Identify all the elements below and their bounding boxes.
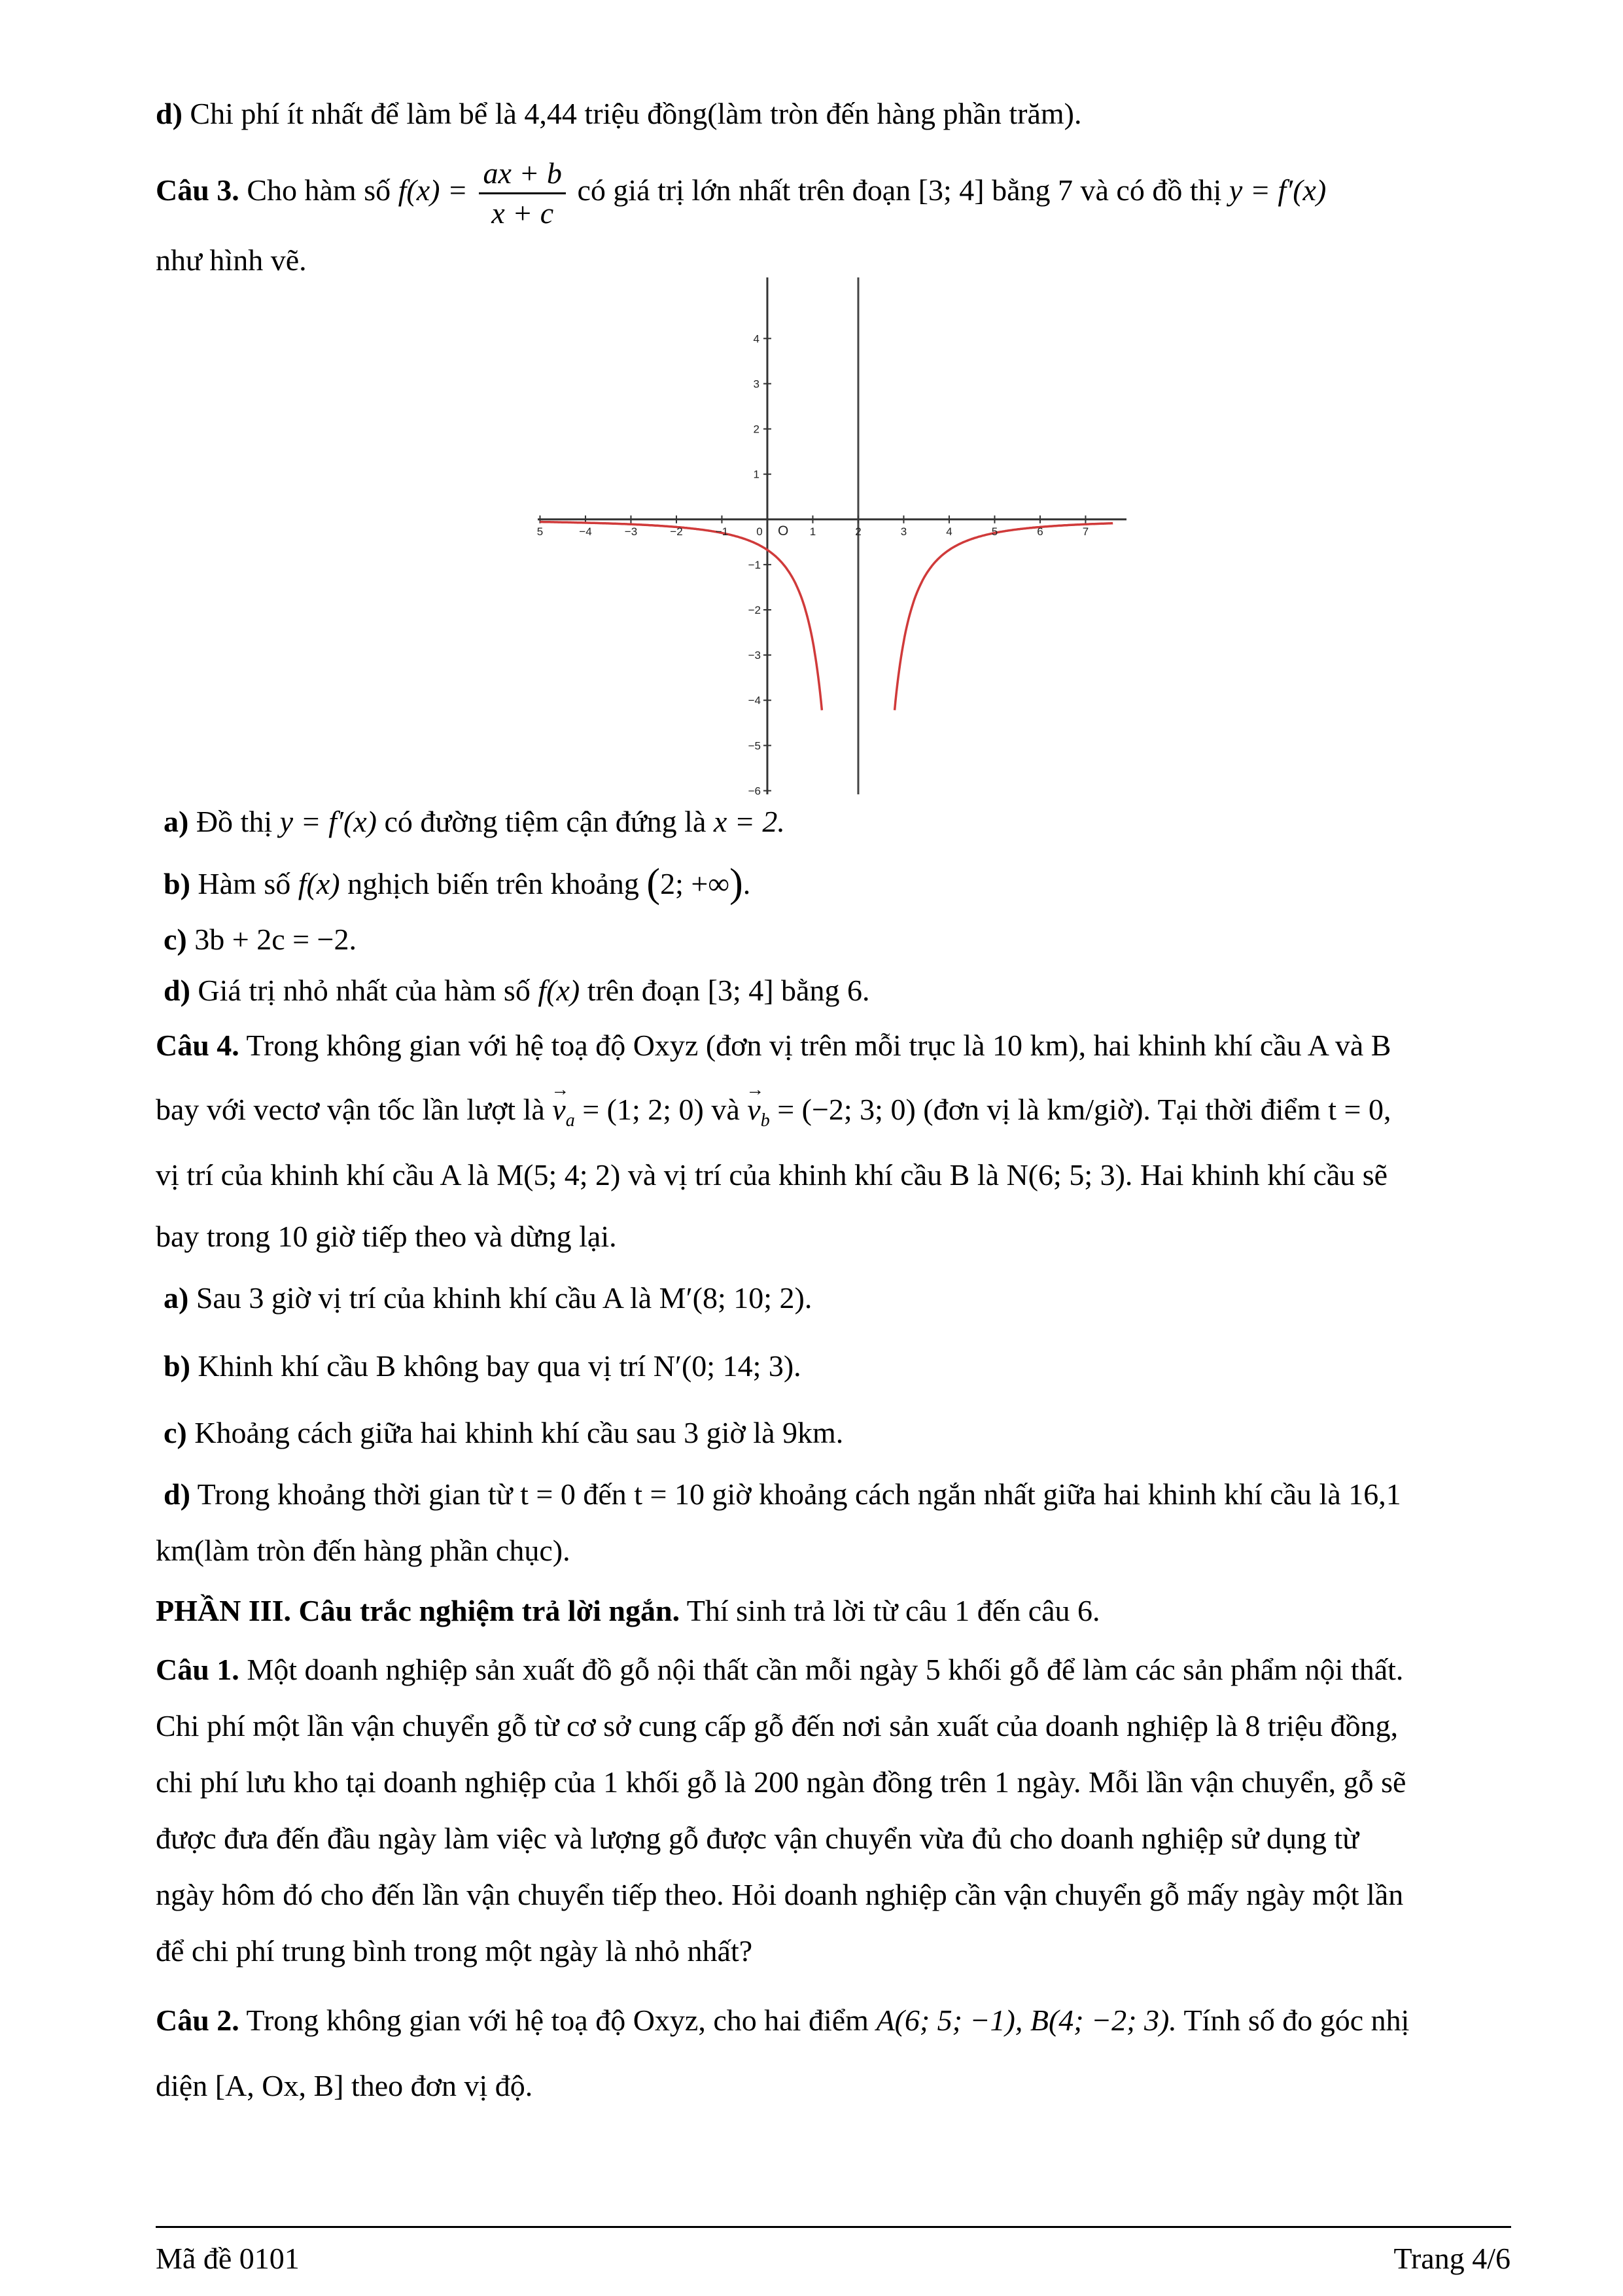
y-tick-label: −1 (748, 558, 761, 571)
q4b-label: b) (164, 1349, 190, 1383)
q3d-label: d) (164, 974, 190, 1007)
part3-text: Thí sinh trả lời từ câu 1 đến câu 6. (686, 1594, 1100, 1627)
q3a-derivative: y = f′(x) (279, 805, 377, 838)
vector-va (552, 1091, 574, 1139)
q4-line-4: bay trong 10 giờ tiếp theo và dừng lại. (156, 1220, 617, 1253)
s1-label: Câu 1. (156, 1653, 239, 1686)
s1-line-2: Chi phí một lần vận chuyển gỗ từ cơ sở cung cấp gỗ đến nơi sản xuất của doanh nghiệp là 8 triệu đồng, (156, 1709, 1399, 1742)
y-tick-label: 4 (753, 332, 759, 345)
x-tick-label: 5 (536, 525, 544, 538)
x-tick-label: 4 (946, 525, 952, 538)
q3a-equation: x = 2. (713, 805, 785, 838)
s2-line-2: diện [A, Ox, B] theo đơn vị độ. (156, 2069, 533, 2102)
q3d-text-2: trên đoạn [3; 4] bằng 6. (587, 974, 870, 1007)
q3a-line (164, 804, 785, 840)
q3a-text-1: Đồ thị (196, 805, 273, 838)
q4d-line (164, 1476, 1401, 1513)
q3-line (156, 154, 1326, 232)
derivative-eq: y = f′(x) (1229, 173, 1327, 207)
q4d-cont: km(làm tròn đến hàng phần chục). (156, 1534, 570, 1567)
s2-text-1b: Tính số đo góc nhị (1183, 2004, 1410, 2037)
q3d-text-1: Giá trị nhỏ nhất của hàm số (198, 974, 531, 1007)
vector-va-symbol: v (552, 1093, 566, 1126)
q3c-text: 3b + 2c = −2. (194, 923, 357, 956)
q4a-label: a) (164, 1281, 189, 1315)
s1-line-6: để chi phí trung bình trong một ngày là nhỏ nhất? (156, 1934, 753, 1968)
q4c-label: c) (164, 1416, 187, 1449)
x-tick-label: −3 (624, 525, 638, 538)
q3c-label: c) (164, 923, 187, 956)
s2-points: A(6; 5; −1), B(4; −2; 3). (876, 2004, 1177, 2037)
q3a-text-2: có đường tiệm cận đứng là (384, 805, 707, 838)
q3-label: Câu 3. (156, 173, 239, 207)
q4b-text: Khinh khí cầu B không bay qua vị trí N′(0; 14; 3). (198, 1349, 801, 1383)
y-tick-label: −2 (748, 604, 761, 617)
x-tick-label: −2 (670, 525, 683, 538)
s1-line-3: chi phí lưu kho tại doanh nghiệp của 1 khối gỗ là 200 ngàn đồng trên 1 ngày. Mỗi lần vận chuyển, gỗ sẽ (156, 1765, 1406, 1799)
q4-line-2 (156, 1091, 1391, 1139)
q4-line-3: vị trí của khinh khí cầu A là M(5; 4; 2) và vị trí của khinh khí cầu B là N(6; 5; 3). Hai khinh khí cầu sẽ (156, 1158, 1388, 1192)
s1-line-4: được đưa đến đầu ngày làm việc và lượng gỗ được vận chuyển vừa đủ cho doanh nghiệp sử dụng từ (156, 1822, 1359, 1855)
s2-line-1 (156, 2002, 1409, 2039)
q2d-line (156, 96, 1081, 132)
q3b-label: b) (164, 867, 190, 900)
footer-rule (156, 2226, 1511, 2228)
q3-text-2: có giá trị lớn nhất trên đoạn [3; 4] bằng 7 và có đồ thị (577, 173, 1222, 207)
x-tick-label: 7 (1082, 525, 1089, 538)
q3b-interval: 2; +∞ (660, 867, 730, 900)
fraction (479, 154, 565, 232)
s2-label: Câu 2. (156, 2004, 239, 2037)
q4-text-2b: và (711, 1093, 740, 1126)
x-tick-label: 2 (855, 525, 862, 538)
vector-vb-sub: b (760, 1110, 770, 1131)
q3b-open-paren: ( (646, 861, 661, 906)
q3b-function: f(x) (298, 867, 340, 900)
part3-label: PHẦN III. Câu trắc nghiệm trả lời ngắn. (156, 1594, 680, 1627)
y-tick-label: −6 (748, 785, 761, 798)
fraction-denominator: x + c (491, 196, 554, 230)
vector-vb-symbol: v (747, 1093, 761, 1126)
q3a-label: a) (164, 805, 189, 838)
q4-vb-value: = (−2; 3; 0) (777, 1093, 916, 1126)
y-tick-label: 1 (753, 468, 759, 481)
x-tick-label: 5 (991, 525, 998, 538)
origin-label: O (777, 523, 789, 539)
s1-line-5: ngày hôm đó cho đến lần vận chuyển tiếp theo. Hỏi doanh nghiệp cần vận chuyển gỗ mấy ngày một lần (156, 1878, 1404, 1911)
curve-right-branch (895, 523, 1113, 711)
y-tick-label: −4 (748, 694, 761, 707)
q4b-line (164, 1348, 801, 1385)
q3b-close-paren: ) (729, 861, 743, 906)
q3-text-1: Cho hàm số (247, 173, 391, 207)
vector-vb (747, 1091, 769, 1139)
q3b-text-2: nghịch biến trên khoảng (347, 867, 639, 900)
footer-page-number: Trang 4/6 (1393, 2242, 1510, 2275)
q4d-text: Trong khoảng thời gian từ t = 0 đến t = 10 giờ khoảng cách ngắn nhất giữa hai khinh khí cầu là 16,1 (197, 1477, 1401, 1511)
q4a-line (164, 1280, 812, 1316)
x-tick-label: −1 (715, 525, 729, 538)
y-tick-label: −3 (748, 649, 761, 662)
q4a-text: Sau 3 giờ vị trí của khinh khí cầu A là M′(8; 10; 2). (196, 1281, 812, 1315)
q3b-line: b) Hàm số f(x) nghịch biến trên khoảng (2; +∞). (164, 861, 751, 906)
q4-text-2a: bay với vectơ vận tốc lần lượt là (156, 1093, 545, 1126)
x-tick-label: −4 (579, 525, 592, 538)
q2d-text: Chi phí ít nhất để làm bể là 4,44 triệu đồng(làm tròn đến hàng phần trăm). (190, 97, 1082, 130)
fraction-numerator: ax + b (479, 154, 565, 194)
graph-curves (540, 522, 1113, 711)
q4-va-value: = (1; 2; 0) (582, 1093, 704, 1126)
q3b-text-1: Hàm số (198, 867, 291, 900)
x-tick-label: 1 (809, 525, 816, 538)
fx-lhs: f(x) = (398, 173, 468, 207)
q4c-text: Khoảng cách giữa hai khinh khí cầu sau 3 giờ là 9km. (194, 1416, 844, 1449)
x-tick-label: 0 (756, 525, 763, 538)
footer-exam-code: Mã đề 0101 (156, 2242, 300, 2275)
q2d-label: d) (156, 97, 183, 130)
s2-text-1a: Trong không gian với hệ toạ độ Oxyz, cho hai điểm (246, 2004, 869, 2037)
q4d-label: d) (164, 1477, 190, 1511)
s1-text-1: Một doanh nghiệp sản xuất đồ gỗ nội thất cần mỗi ngày 5 khối gỗ để làm các sản phẩm nội thất. (247, 1653, 1404, 1686)
x-tick-label: 6 (1037, 525, 1043, 538)
q3-cont: như hình vẽ. (156, 243, 307, 277)
q3d-line (164, 972, 869, 1009)
y-tick-label: 2 (753, 423, 759, 436)
y-tick-label: −5 (748, 739, 761, 752)
part3-line (156, 1593, 1100, 1629)
q4c-line (164, 1415, 843, 1451)
graph-labels (537, 332, 1089, 797)
q4-text-2c: (đơn vị là km/giờ). Tại thời điểm t = 0, (923, 1093, 1391, 1126)
derivative-graph (536, 277, 1126, 798)
q4-line-1 (156, 1027, 1391, 1064)
q4-label: Câu 4. (156, 1029, 239, 1062)
x-tick-label: 3 (900, 525, 907, 538)
vector-va-sub: a (565, 1110, 575, 1131)
curve-left-branch (540, 522, 822, 711)
q3d-function: f(x) (538, 974, 580, 1007)
s1-line-1 (156, 1651, 1403, 1688)
q3c-line (164, 921, 357, 958)
q4-text-1: Trong không gian với hệ toạ độ Oxyz (đơn vị trên mỗi trục là 10 km), hai khinh khí cầu A và B (246, 1029, 1391, 1062)
y-tick-label: 3 (753, 378, 759, 391)
